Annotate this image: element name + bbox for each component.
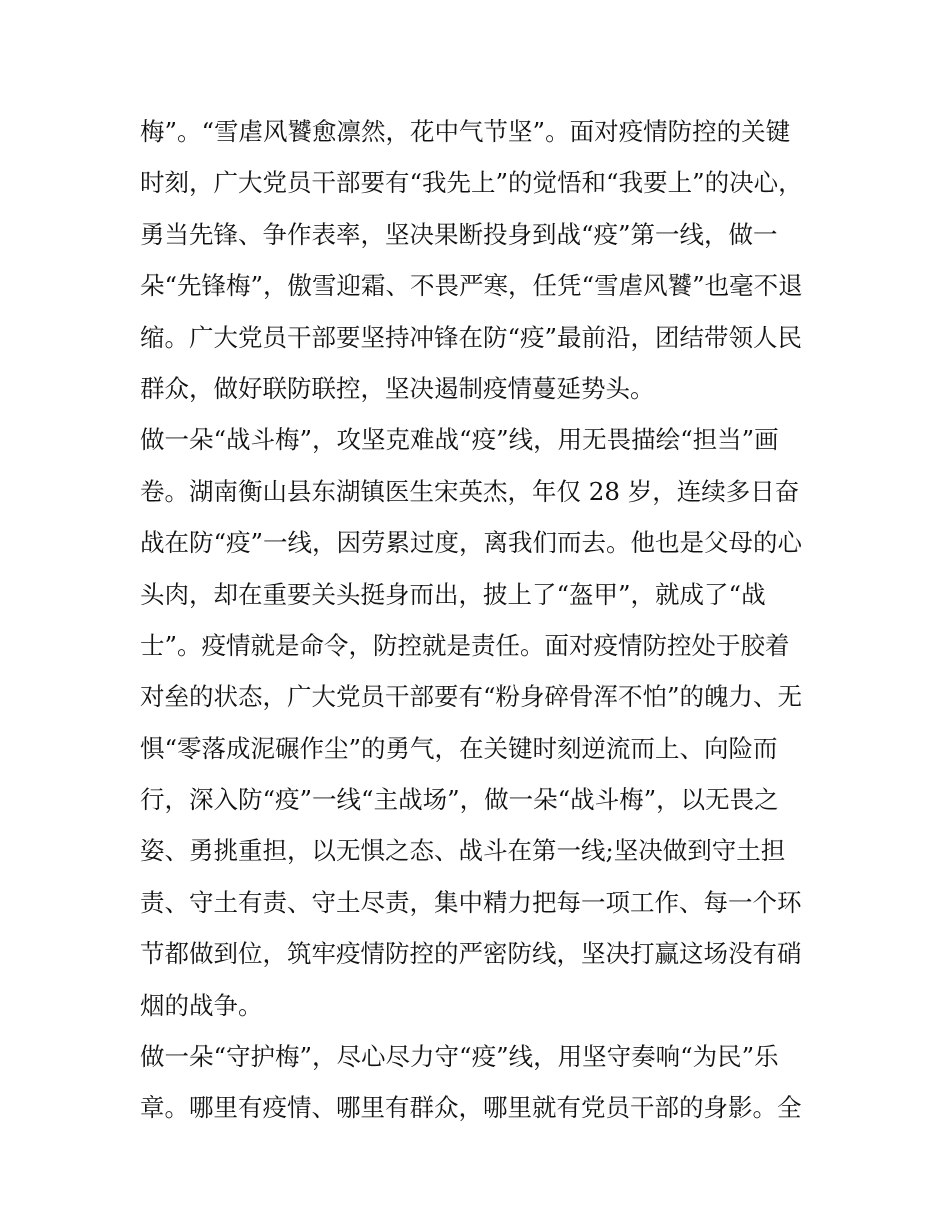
text-line: 头肉，却在重要关头挺身而出，披上了“盔甲”，就成了“战 bbox=[140, 579, 766, 609]
text-line: 时刻，广大党员干部要有“我先上”的觉悟和“我要上”的决心， bbox=[140, 168, 803, 198]
text-line: 缩。广大党员干部要坚持冲锋在防“疫”最前沿，团结带领人民 bbox=[140, 322, 803, 352]
text-line: 卷。湖南衡山县东湖镇医生宋英杰，年仅 28 岁，连续多日奋 bbox=[140, 476, 800, 506]
text-line: 烟的战争。 bbox=[140, 990, 263, 1020]
text-line: 节都做到位，筑牢疫情防控的严密防线，坚决打赢这场没有硝 bbox=[140, 939, 802, 969]
text-line: 做一朵“战斗梅”，攻坚克难战“疫”线，用无畏描绘“担当”画 bbox=[140, 425, 779, 455]
text-line: 对垒的状态，广大党员干部要有“粉身碎骨浑不怕”的魄力、无 bbox=[140, 682, 803, 712]
text-line: 姿、勇挑重担，以无惧之态、战斗在第一线;坚决做到守土担 bbox=[140, 836, 786, 866]
document-body-text bbox=[140, 106, 820, 1134]
text-line: 群众，做好联防联控，坚决遏制疫情蔓延势头。 bbox=[140, 373, 655, 403]
text-line: 梅”。“雪虐风饕愈凛然，花中气节坚”。面对疫情防控的关键 bbox=[140, 117, 791, 146]
text-line: 惧“零落成泥碾作尘”的勇气，在关键时刻逆流而上、向险而 bbox=[140, 733, 778, 763]
text-line: 责、守土有责、守土尽责，集中精力把每一项工作、每一个环 bbox=[140, 887, 802, 917]
text-line: 朵“先锋梅”，傲雪迎霜、不畏严寒，任凭“雪虐风饕”也毫不退 bbox=[140, 271, 803, 301]
text-line: 行，深入防“疫”一线“主战场”，做一朵“战斗梅”，以无畏之 bbox=[140, 785, 779, 815]
text-line: 勇当先锋、争作表率，坚决果断投身到战“疫”第一线，做一 bbox=[140, 219, 778, 249]
text-line: 战在防“疫”一线，因劳累过度，离我们而去。他也是父母的心 bbox=[140, 528, 803, 558]
text-line: 做一朵“守护梅”，尽心尽力守“疫”线，用坚守奏响“为民”乐 bbox=[140, 1042, 779, 1072]
text-line: 士”。疫情就是命令，防控就是责任。面对疫情防控处于胶着 bbox=[140, 630, 790, 660]
text-line: 章。哪里有疫情、哪里有群众，哪里就有党员干部的身影。全 bbox=[140, 1093, 802, 1123]
